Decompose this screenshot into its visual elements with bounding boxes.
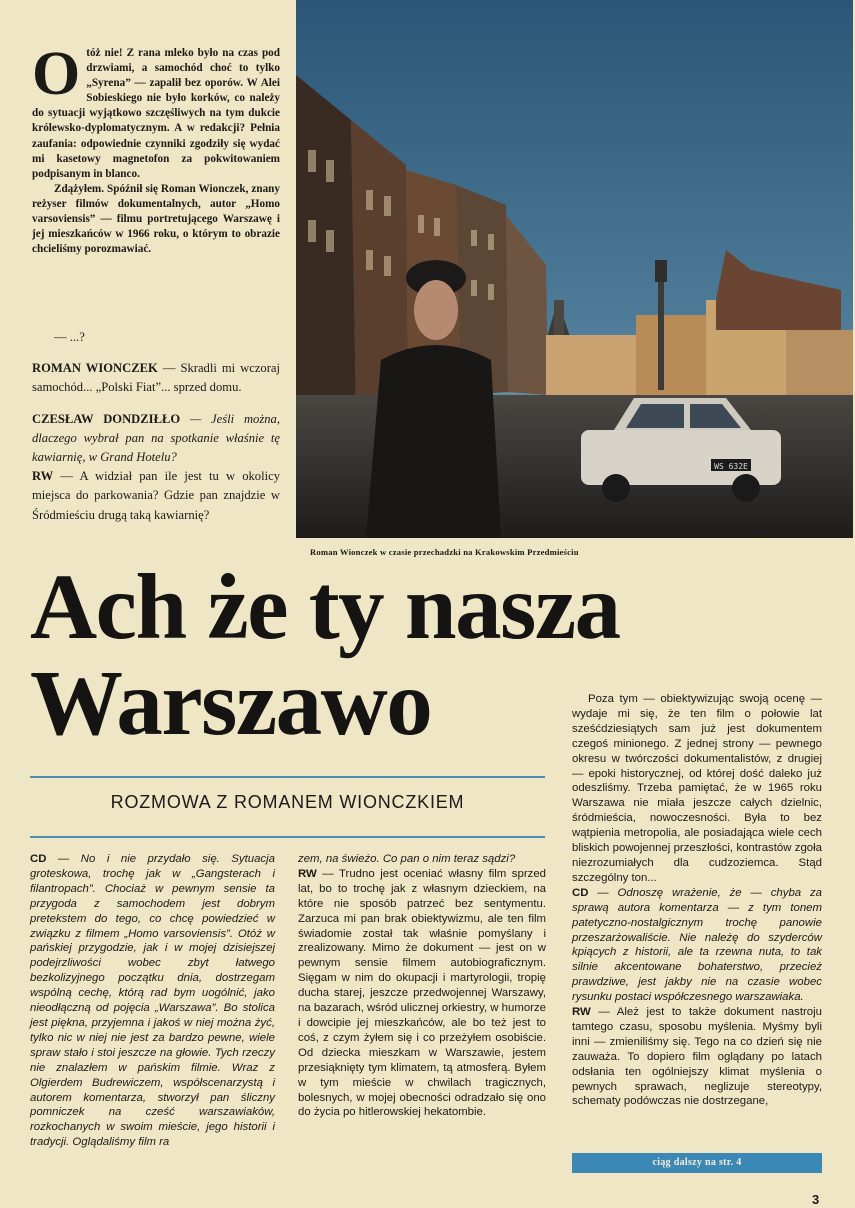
speaker-name: CD (30, 853, 47, 865)
dialog-text: — Skradli mi wczoraj samochód... „Polski Fiat”... sprzed domu. (32, 361, 280, 395)
dialog-paragraph (572, 1005, 822, 1109)
speaker-name: RW (572, 1006, 591, 1019)
text-column-1 (30, 852, 275, 1150)
subtitle: ROZMOWA Z ROMANEM WIONCZKIEM (110, 792, 465, 812)
license-plate: WS 632E (714, 462, 748, 471)
dialog-paragraph (30, 852, 275, 1150)
dialog-text: — Trudno jest oceniać własny film sprzed lat, bo to trochę jak z własnym dzieckiem, na które nie sposób patrzeć bez sentymentu. Zarzuca mi pan brak obiektywizmu, ale ten film świadomie został tak właśnie pomyślany i zrealizowany. Mimo że dokument — jest on w pewnym sensie filmem autobiograficznym. Sięgam w nim do okupacji i martyrologii, tropię ducha starej, jeszcze przedwojennej Warszawy, na bazarach, wśród ulicznej orkiestry, w humorze i dowcipie jej mieszkańców, ale bo też jest to coś, z czym żyłem się i co przeżyłem osobiście. Od dziecka mieszkam w Warszawie, jestem przesiąknięty tym klimatem, tą atmosferą. Byłem w tym mieście w chwilach tragicznych, bolesnych, w mojej obecności odradzało się ono do życia po hitlerowskiej hekatombie. (298, 867, 546, 1119)
dialog-line (32, 410, 280, 468)
photo-caption: Roman Wionczek w czasie przechadzki na Krakowskim Przedmieściu (310, 547, 579, 557)
dialog-line (32, 467, 280, 525)
headline-line-2: Warszawo (30, 652, 432, 755)
page-number: 3 (812, 1192, 820, 1207)
dialog-paragraph (298, 867, 546, 1120)
text-column-3 (572, 692, 822, 1109)
drop-cap: O (32, 40, 81, 108)
speaker-name: CZESŁAW DONDZIŁŁO (32, 411, 181, 426)
dialog-text: — No i nie przydało się. Sytuacja groteskowa, trochę jak w „Gangsterach i filantropach”. Chociaż w pewnym sensie ta przygoda z samochodem jest dobrym pretekstem do tego, co chcę powiedzieć w związku z filmem „Homo varsoviensis”. Otóż w pańskiej przygodzie, jak i w mojej dzisiejszej podejrzliwości wobec zbyt łatwego bezkolizyjnego początku dnia, dostrzegam wspólną cechę, którą rad bym uogólnić, jako nieodłączną od pojęcia „Warszawa”. Bo stolica jest piękna, przyjemna i jakoś w niej można żyć, tylko nic w niej nie jest za bardzo pewne, wiele spraw stało i stoi jeszcze na głowie. Tych rzeczy nie znalazłem w pańskim filmie. Wraz z Olgierdem Budrewiczem, współscenarzystą i autorem komentarza, stworzył pan śliczny pomniczek na cześć warszawiaków, rozkochanych w swoim mieście, jego historii i tradycji. Oglądaliśmy film ra (30, 853, 275, 1149)
speaker-name: RW (32, 469, 54, 484)
dialog-line (32, 359, 280, 397)
dialog-text: — Odnoszę wrażenie, że — chyba za sprawą autora komentarza — z tym tonem patetyczno-nostalgicznym trochę panowie przeszarżowaliście. Nie należę do szyderców kpiących z historii, ale ta rzewna nuta, to tak silnie akcentowane bohaterstwo, przecież prawdziwe, jest jakby nie na czasie wobec rysunku postaci współczesnego warszawiaka. (572, 886, 822, 1004)
speaker-name: ROMAN WIONCZEK (32, 361, 158, 376)
divider-rule (30, 836, 545, 838)
dialog-text: — A widział pan ile jest tu w okolicy miejsca do parkowania? Gdzie pan znajdzie w Śródmieściu drugą taką kawiarnię? (32, 469, 280, 522)
dialog-text: zem, na świeżo. Co pan o nim teraz sądzi? (298, 853, 516, 865)
dialog-paragraph: Poza tym — obiektywizując swoją ocenę — wydaje mi się, że ten film o połowie lat sześćdziesiątych sam już jest dokumentem czegoś minionego. Z jednej strony — pewnego okresu w twórczości dokumentalistów, z drugiej — epoki historycznej, od której dość daleko już odeszliśmy. Trzeba pamiętać, że w 1965 roku Warszawa nie miała jeszcze całych dzielnic, śródmieścia, nowoczesności. Była to bez wątpienia metropolia, ale posiadająca wiele cech bliskich powojennej przeszłości, kontrastów zgoła niezrozumiałych dla cudzoziemca. Stąd szczególny ton... (572, 693, 822, 884)
headline-line-1: Ach że ty nasza (30, 556, 620, 659)
street-photo (296, 0, 853, 538)
dialog-paragraph (298, 852, 546, 867)
intro-paragraph-2: Zdążyłem. Spóźnił się Roman Wionczek, znany reżyser filmów dokumentalnych, autor „Homo varsoviensis” — filmu portretującego Warszawę i jej mieszkańców w 1966 roku, o którym to obrazie chcieliśmy porozmawiać. (32, 182, 280, 256)
speaker-name: CD (572, 886, 589, 899)
dialog-text: — Jeśli można, dlaczego wybrał pan na spotkanie właśnie tę kawiarnię, w Grand Hotelu? (32, 411, 280, 465)
dialog-paragraph (572, 886, 822, 1005)
speaker-name: RW (298, 867, 317, 880)
divider-rule (30, 776, 545, 778)
question-line: — ...? (54, 330, 85, 344)
dialog-text: — Ależ jest to także dokument nastroju tamtego czasu, sposobu myślenia. Myśmy byli inni — zmieniliśmy się. Tego na co dzień się nie zauważa. To dopiero film oglądany po latach odsłania ten ogólniejszy klimat myślenia o pewnych sprawach, neglizuje stereotypy, schematy podówczas nie dostrzegane, (572, 1006, 822, 1108)
intro-paragraph-1: tóż nie! Z rana mleko było na czas pod drzwiami, a samochód choć to tylko „Syrena” — zapalił bez oporów. W Alei Sobieskiego nie było korków, co należy do sytuacji wyjątkowo szczęśliwych na tym dukcie królewsko-dyplomatycznym. A w redakcji? Pełnia zaufania: odpowiednie czynniki zgodziły się wydać mi kasetowy magnetofon za pokwitowaniem podpisanym in blanco. (32, 47, 280, 180)
text-column-2 (298, 852, 546, 1120)
intro-text (32, 40, 280, 257)
opening-dialog (32, 328, 280, 525)
continued-banner: ciąg dalszy na str. 4 (572, 1153, 822, 1173)
